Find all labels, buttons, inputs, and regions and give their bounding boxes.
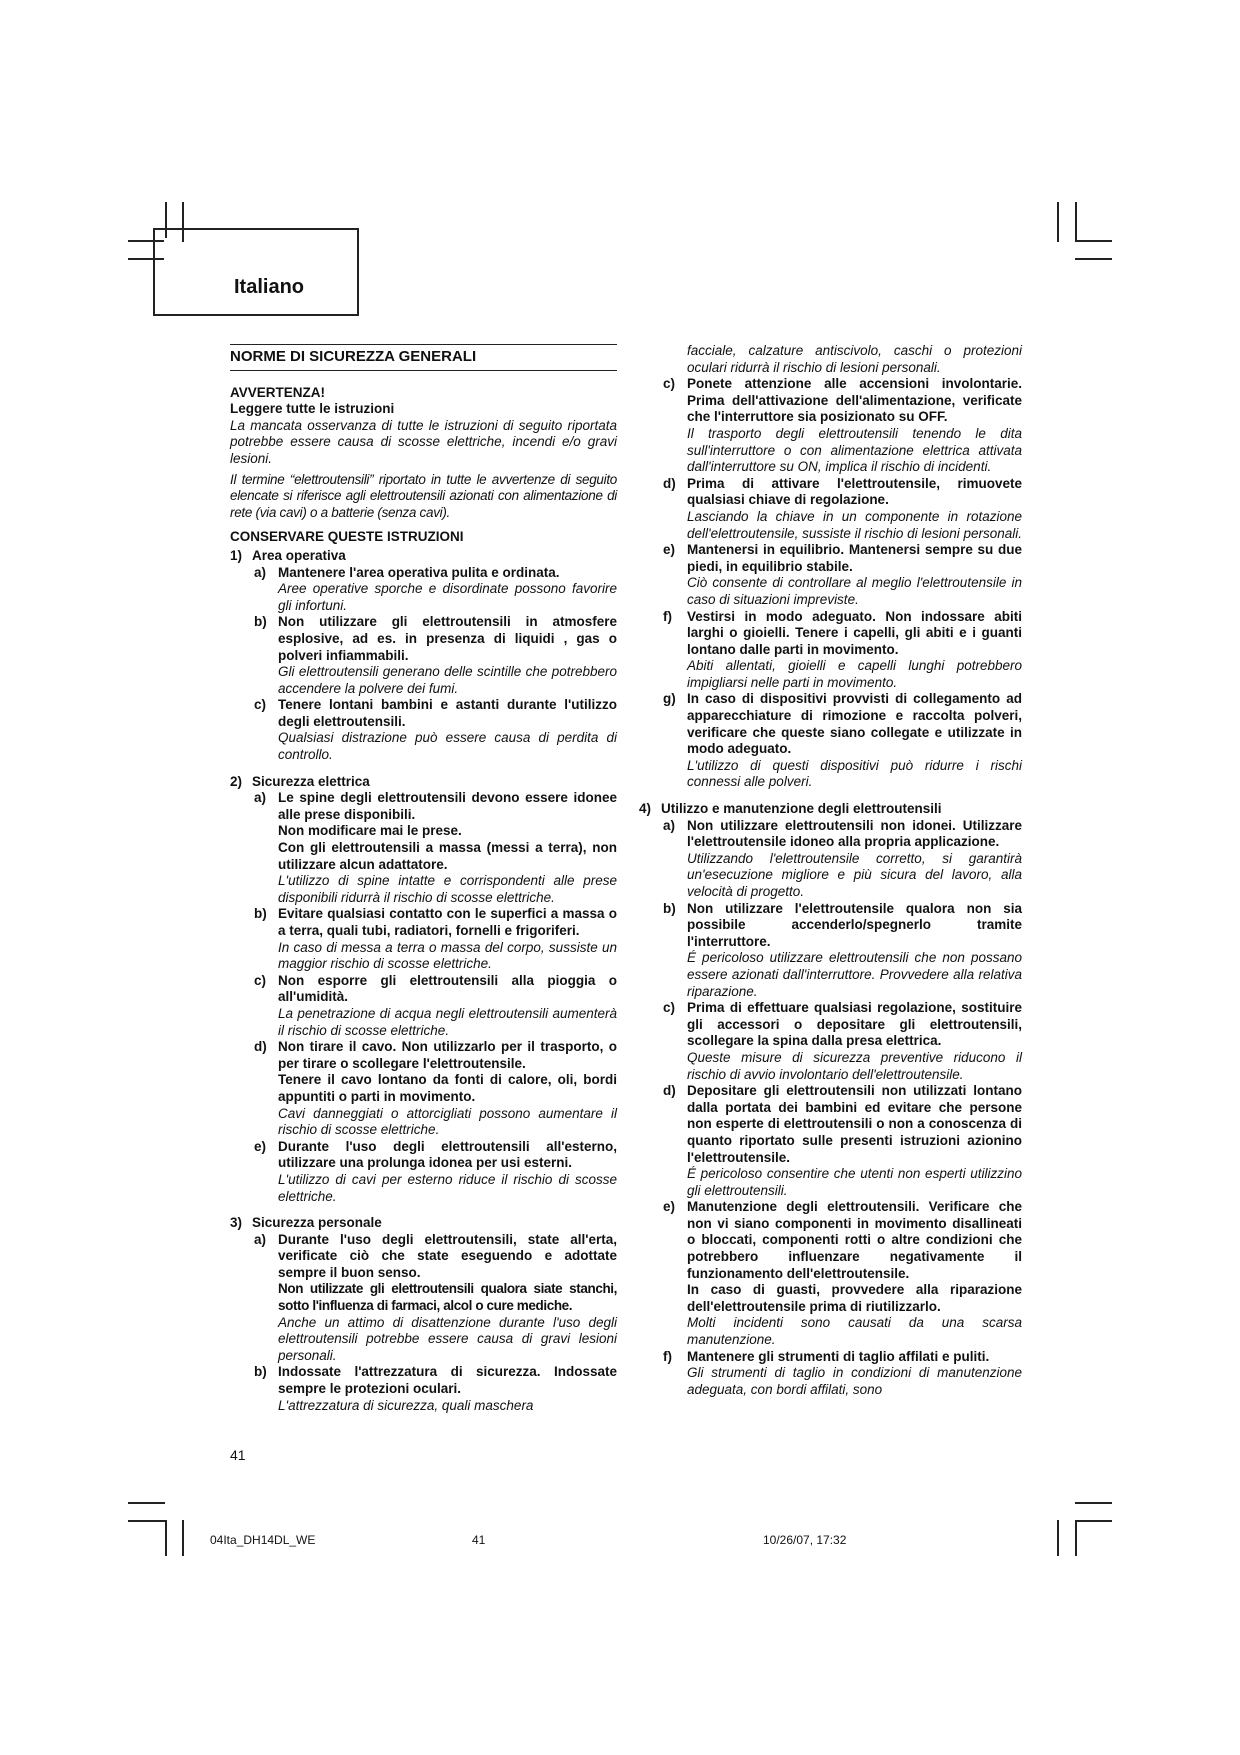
intro-paragraph: Il termine “elettroutensili” riportato in tutte le avvertenze di seguito elencate si riferisce agli elettroutensili azionati con alimentazione di rete (via cavi) o a batterie (senza cavi). <box>230 471 617 520</box>
crop-mark <box>1075 1520 1077 1556</box>
list-item: b) Non utilizzare l'elettroutensile qualora non sia possibile accenderlo/spegnerlo tramite l'interruttore. É pericoloso utilizzare elettroutensili che non possano essere azionati dall'interruttore. Provvedere alla relativa riparazione. <box>663 900 1022 999</box>
list-item: c) Non esporre gli elettroutensili alla pioggia o all'umidità. La penetrazione di acqua negli elettroutensili aumenterà il rischio di scosse elettriche. <box>254 972 617 1038</box>
timestamp: 10/26/07, 17:32 <box>763 1533 847 1547</box>
crop-mark <box>128 1502 165 1504</box>
list-item: f) Vestirsi in modo adeguato. Non indossare abiti larghi o gioielli. Tenere i capelli, gli abiti e i guanti lontano dalle parti in movimento. Abiti allentati, gioielli e capelli lunghi potrebbero impigliarsi nelle parti in movimento. <box>663 608 1022 690</box>
language-label: Italiano <box>234 276 305 298</box>
left-column <box>230 344 617 1414</box>
list-item: b) Evitare qualsiasi contatto con le superfici a massa o a terra, quali tubi, radiatori, fornelli e frigoriferi. In caso di messa a terra o massa del corpo, sussiste un maggior rischio di scosse elettriche. <box>254 906 617 972</box>
list-item: d) Non tirare il cavo. Non utilizzarlo per il trasporto, o per tirare o scollegare l'elettroutensile. Tenere il cavo lontano da fonti di calore, oli, bordi appuntiti o parti in movimento. Cavi danneggiati o attorcigliati possono aumentare il rischio di scosse elettriche. <box>254 1039 617 1138</box>
list-item: b) Indossate l'attrezzatura di sicurezza. Indossate sempre le protezioni oculari. L'attrezzatura di sicurezza, quali maschera <box>254 1364 617 1413</box>
list-item: g) In caso di dispositivi provvisti di collegamento ad apparecchiature di rimozione e raccolta polveri, verificare che queste siano collegate e utilizzate in modo adeguato. L'utilizzo di questi dispositivi può ridurre i rischi connessi alle polveri. <box>663 691 1022 790</box>
section-heading: 1) Area operativa <box>230 547 346 563</box>
list-item: e) Durante l'uso degli elettroutensili all'esterno, utilizzare una prolunga idonea per usi esterni. L'utilizzo di cavi per esterno riduce il rischio di scosse elettriche. <box>254 1138 617 1204</box>
crop-mark <box>1057 1520 1059 1556</box>
list-item: c) Tenere lontani bambini e astanti durante l'utilizzo degli elettroutensili. Qualsiasi distrazione può essere causa di perdita di controllo. <box>254 697 617 763</box>
intro-paragraph: La mancata osservanza di tutte le istruzioni di seguito riportata potrebbe essere causa di scosse elettriche, incendi e/o gravi lesioni. <box>230 417 617 466</box>
crop-mark <box>182 1520 184 1556</box>
keep-instructions-title: CONSERVARE QUESTE ISTRUZIONI <box>230 529 464 545</box>
warning-title: AVVERTENZA! <box>230 384 326 400</box>
list-item: e) Manutenzione degli elettroutensili. Verificare che non vi siano componenti in movimento disallineati o bloccati, componenti rotti o altre condizioni che potrebbero influenzare negativamente il funzionamento dell'elettroutensile. In caso di guasti, provvedere alla riparazione dell'elettroutensile prima di riutilizzarlo. Molti incidenti sono causati da una scarsa manutenzione. <box>663 1199 1022 1348</box>
crop-mark <box>1075 1520 1112 1522</box>
list-item: a) Mantenere l'area operativa pulita e ordinata. Aree operative sporche e disordinate possono favorire gli infortuni. <box>254 564 617 613</box>
crop-mark <box>165 1520 167 1556</box>
section-title: NORME DI SICUREZZA GENERALI <box>230 344 617 371</box>
list-item: a) Durante l'uso degli elettroutensili, state all'erta, verificate ciò che state eseguendo e adottate sempre il buon senso. Non utilizzate gli elettroutensili qualora siate stanchi, sotto l'influenza di farmaci, alcol o cure mediche. Anche un attimo di disattenzione durante l'uso degli elettroutensili potrebbe essere causa di gravi lesioni personali. <box>254 1231 617 1363</box>
list-item: e) Mantenersi in equilibrio. Mantenersi sempre su due piedi, in equilibrio stabile. Ciò consente di controllare al meglio l'elettroutensile in caso di situazioni impreviste. <box>663 542 1022 607</box>
warning-subtitle: Leggere tutte le istruzioni <box>230 401 395 417</box>
crop-mark <box>1057 202 1059 242</box>
list-item: c) Prima di effettuare qualsiasi regolazione, sostituire gli accessori o depositare gli elettroutensili, scollegare la spina dalla presa elettrica. Queste misure di sicurezza preventive riducono il rischio di avvio involontario dell'elettroutensile. <box>663 1000 1022 1082</box>
crop-mark <box>1075 240 1112 242</box>
file-name: 04Ita_DH14DL_WE <box>210 1533 316 1547</box>
crop-mark <box>1075 202 1077 242</box>
section-heading: 3) Sicurezza personale <box>230 1215 382 1231</box>
list-item: a) Le spine degli elettroutensili devono essere idonee alle prese disponibili. Non modificare mai le prese. Con gli elettroutensili a massa (messi a terra), non utilizzare alcun adattatore. L'utilizzo di spine intatte e corrispondenti alle prese disponibili ridurrà il rischio di scosse elettriche. <box>254 790 617 905</box>
crop-mark <box>1075 1502 1112 1504</box>
list-item: d) Prima di attivare l'elettroutensile, rimuovete qualsiasi chiave di regolazione. Lasciando la chiave in un componente in rotazione dell'elettroutensile, sussiste il rischio di lesioni personali. <box>663 475 1022 541</box>
crop-mark <box>1075 258 1112 260</box>
list-item: f) Mantenere gli strumenti di taglio affilati e puliti. Gli strumenti di taglio in condizioni di manutenzione adeguata, con bordi affilati, sono <box>663 1348 1022 1397</box>
list-item: a) Non utilizzare elettroutensili non idonei. Utilizzare l'elettroutensile idoneo alla propria applicazione. Utilizzando l'elettroutensile corretto, si garantirà un'esecuzione migliore e più sicura del lavoro, alla velocità di progetto. <box>663 817 1022 899</box>
page-number: 41 <box>230 1447 246 1463</box>
right-column <box>639 343 1022 1398</box>
list-item: b) Non utilizzare gli elettroutensili in atmosfere esplosive, ad es. in presenza di liquidi , gas o polveri infiammabili. Gli elettroutensili generano delle scintille che potrebbero accendere la polvere dei fumi. <box>254 614 617 696</box>
list-item: d) Depositare gli elettroutensili non utilizzati lontano dalla portata dei bambini ed evitare che persone non esperte di elettroutensili o non a conoscenza di quanto riportato sulle presenti istruzioni azionino l'elettroutensile. É pericoloso consentire che utenti non esperti utilizzino gli elettroutensili. <box>663 1083 1022 1198</box>
sheet-number: 41 <box>472 1533 486 1547</box>
language-box <box>153 228 359 316</box>
section-heading: 4) Utilizzo e manutenzione degli elettroutensili <box>639 801 942 817</box>
crop-mark <box>128 1520 165 1522</box>
list-item: c) Ponete attenzione alle accensioni involontarie. Prima dell'attivazione dell'alimentazione, verificate che l'interruttore sia posizionato su OFF. Il trasporto degli elettroutensili tenendo le dita sull'interruttore o con alimentazione elettrica attivata dall'interruttore su ON, implica il rischio di incidenti. <box>663 376 1022 475</box>
continued-paragraph: facciale, calzature antiscivolo, caschi o protezioni oculari ridurrà il rischio di lesioni personali. <box>687 343 1022 375</box>
section-heading: 2) Sicurezza elettrica <box>230 773 370 789</box>
